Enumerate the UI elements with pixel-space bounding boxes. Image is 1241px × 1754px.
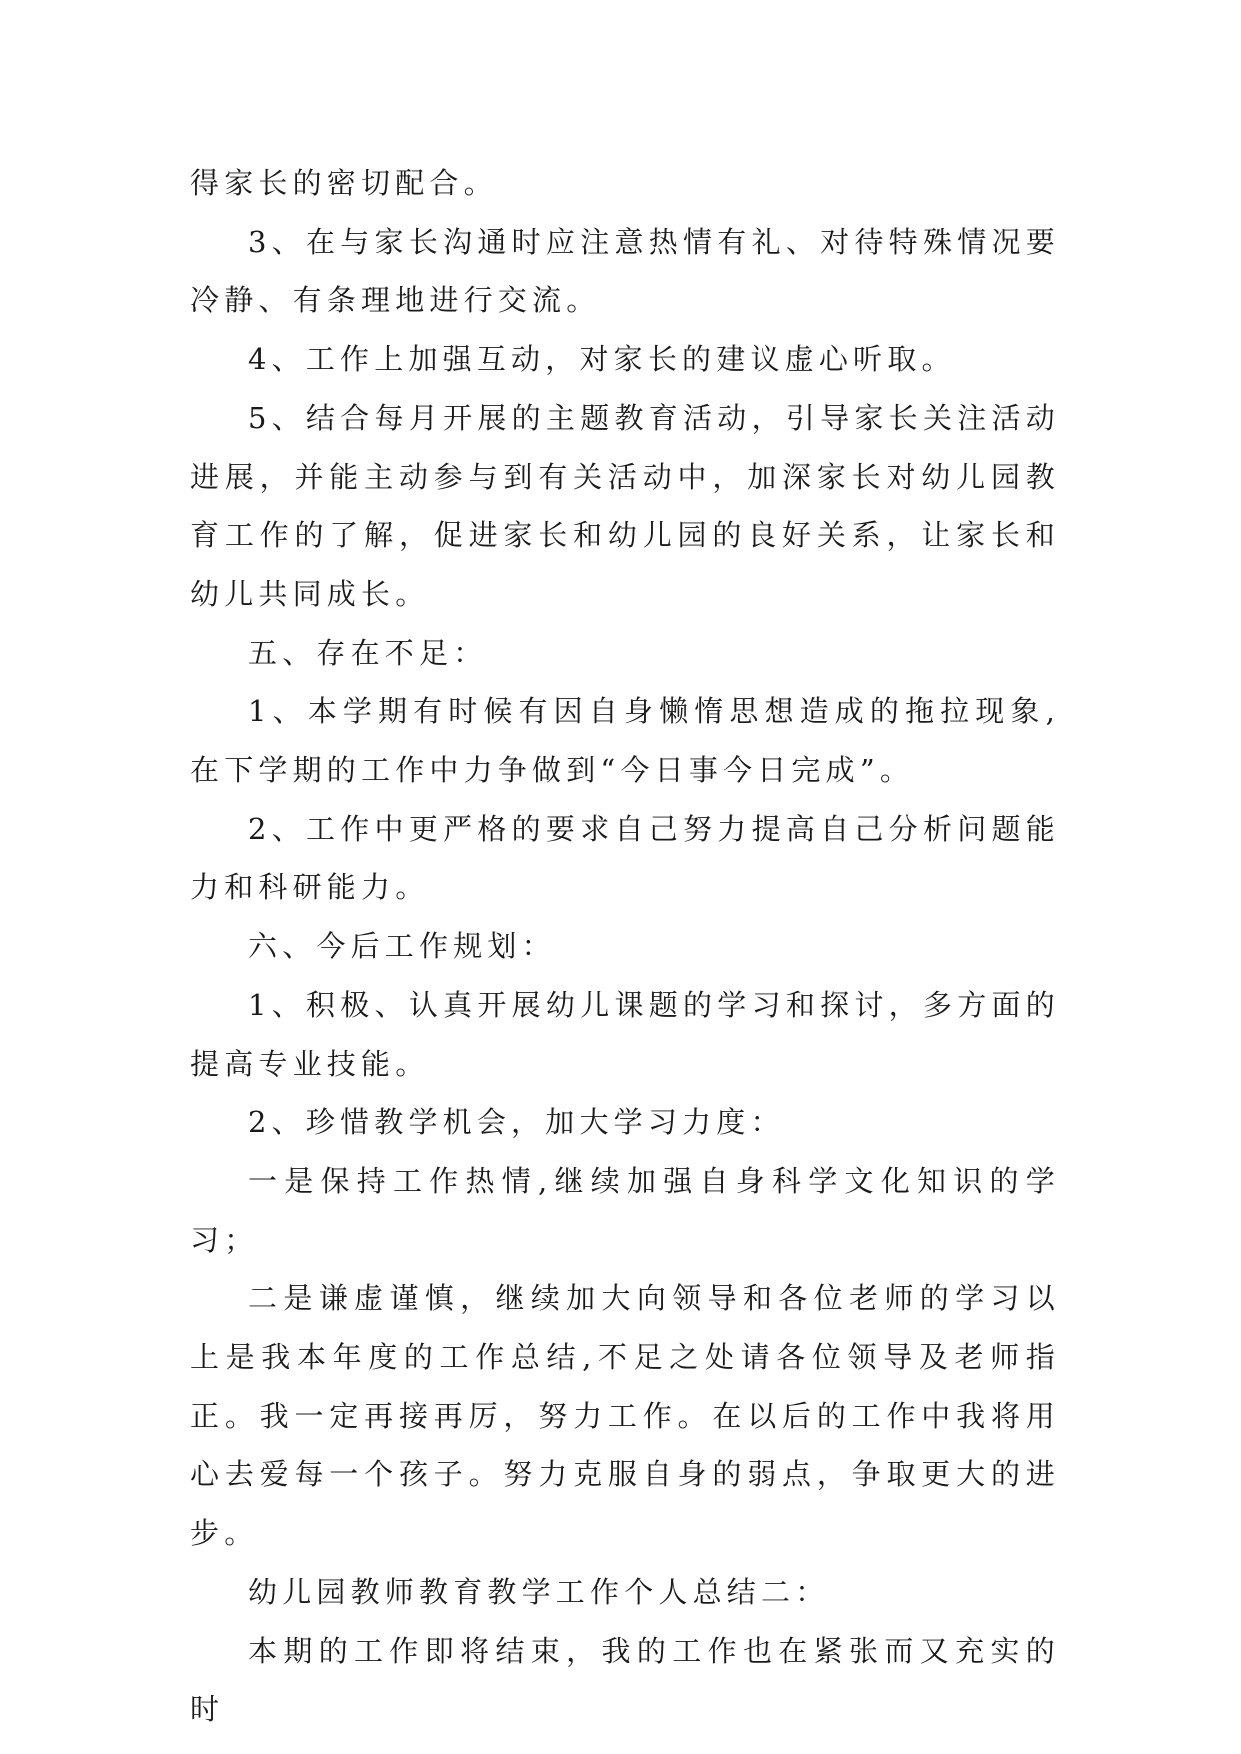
document-body	[190, 154, 1060, 1739]
paragraph: 得家长的密切配合。	[190, 166, 498, 200]
paragraph: 2、珍惜教学机会，加大学习力度：	[248, 1105, 785, 1140]
paragraph: 3、在与家长沟通时应注意热情有礼、对待特殊情况要冷静、有条理地进行交流。	[190, 224, 1060, 318]
section-heading: 五、存在不足：	[248, 635, 488, 670]
section-heading: 六、今后工作规划：	[248, 929, 556, 964]
paragraph: 4、工作上加强互动，对家长的建议虚心听取。	[248, 342, 956, 377]
paragraph: 本期的工作即将结束，我的工作也在紧张而又充实的时	[190, 1633, 1060, 1727]
section-heading: 幼儿园教师教育教学工作个人总结二：	[248, 1574, 830, 1609]
paragraph: 2、工作中更严格的要求自己努力提高自己分析问题能力和科研能力。	[190, 811, 1060, 905]
paragraph: 1、本学期有时候有因自身懒惰思想造成的拖拉现象,在下学期的工作中力争做到“今日事今日完成”。	[190, 694, 1060, 788]
paragraph: 一是保持工作热情,继续加强自身科学文化知识的学习；	[190, 1163, 1060, 1257]
paragraph: 5、结合每月开展的主题教育活动，引导家长关注活动进展，并能主动参与到有关活动中，加深家长对幼儿园教育工作的了解，促进家长和幼儿园的良好关系，让家长和幼儿共同成长。	[190, 400, 1060, 611]
paragraph: 二是谦虚谨慎，继续加大向领导和各位老师的学习以上是我本年度的工作总结,不足之处请各位领导及老师指正。我一定再接再厉，努力工作。在以后的工作中我将用心去爱每一个孩子。努力克服自身的弱点，争取更大的进步。	[190, 1281, 1060, 1551]
paragraph: 1、积极、认真开展幼儿课题的学习和探讨，多方面的提高专业技能。	[190, 987, 1060, 1081]
